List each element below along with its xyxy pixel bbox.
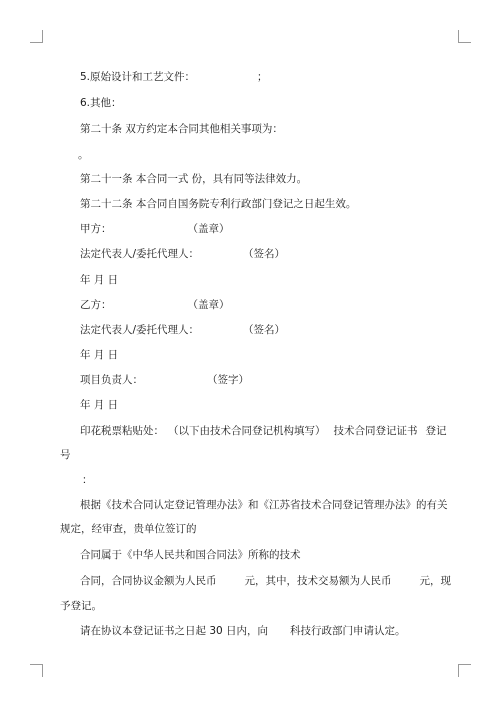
party-b-line: 乙方： （盖章） [80, 299, 230, 311]
crop-mark-bottom-left [30, 664, 43, 677]
certificate-paragraph-line-5: 予登记。 [60, 600, 102, 612]
certificate-paragraph-line-3: 合同属于《中华人民共和国合同法》所称的技术 [80, 549, 301, 561]
article-20-blank-end: 。 [78, 149, 89, 161]
party-a-date: 年 月 日 [80, 274, 119, 286]
addressee-colon: ： [82, 474, 93, 486]
project-leader-line: 项目负责人： （签字） [80, 374, 249, 386]
party-a-line: 甲方： （盖章） [80, 223, 230, 235]
article-20: 第二十条 双方约定本合同其他相关事项为： [80, 123, 283, 135]
project-leader-date: 年 月 日 [80, 399, 119, 411]
article-21: 第二十一条 本合同一式 份，具有同等法律效力。 [80, 173, 308, 185]
certificate-paragraph-line-1: 根据《技术合同认定登记管理办法》和《江苏省技术合同登记管理办法》的有关 [80, 499, 448, 511]
article-22: 第二十二条 本合同自国务院专利行政部门登记之日起生效。 [80, 198, 357, 210]
item-other: 6.其他： [80, 97, 122, 109]
party-b-date: 年 月 日 [80, 349, 119, 361]
party-a-representative: 法定代表人/委托代理人： （签名） [80, 248, 286, 260]
certificate-paragraph-line-4: 合同，合同协议金额为人民币 元，其中，技术交易额为人民币 元，现 [80, 575, 451, 587]
crop-mark-top-left [30, 30, 43, 43]
registration-number-label: 号 [60, 449, 71, 461]
crop-mark-top-right [458, 30, 471, 43]
stamp-and-registration-line: 印花税票粘贴处： （以下由技术合同登记机构填写） 技术合同登记证书 登记 [80, 425, 447, 437]
certificate-paragraph-line-2: 规定，经审查，贵单位签订的 [60, 523, 197, 535]
crop-mark-bottom-right [458, 664, 471, 677]
item-original-design-files: 5.原始设计和工艺文件： ； [80, 71, 268, 83]
party-b-representative: 法定代表人/委托代理人： （签名） [80, 324, 286, 336]
certificate-paragraph-line-6: 请在协议本登记证书之日起 30 日内，向 科技行政部门申请认定。 [80, 625, 406, 637]
